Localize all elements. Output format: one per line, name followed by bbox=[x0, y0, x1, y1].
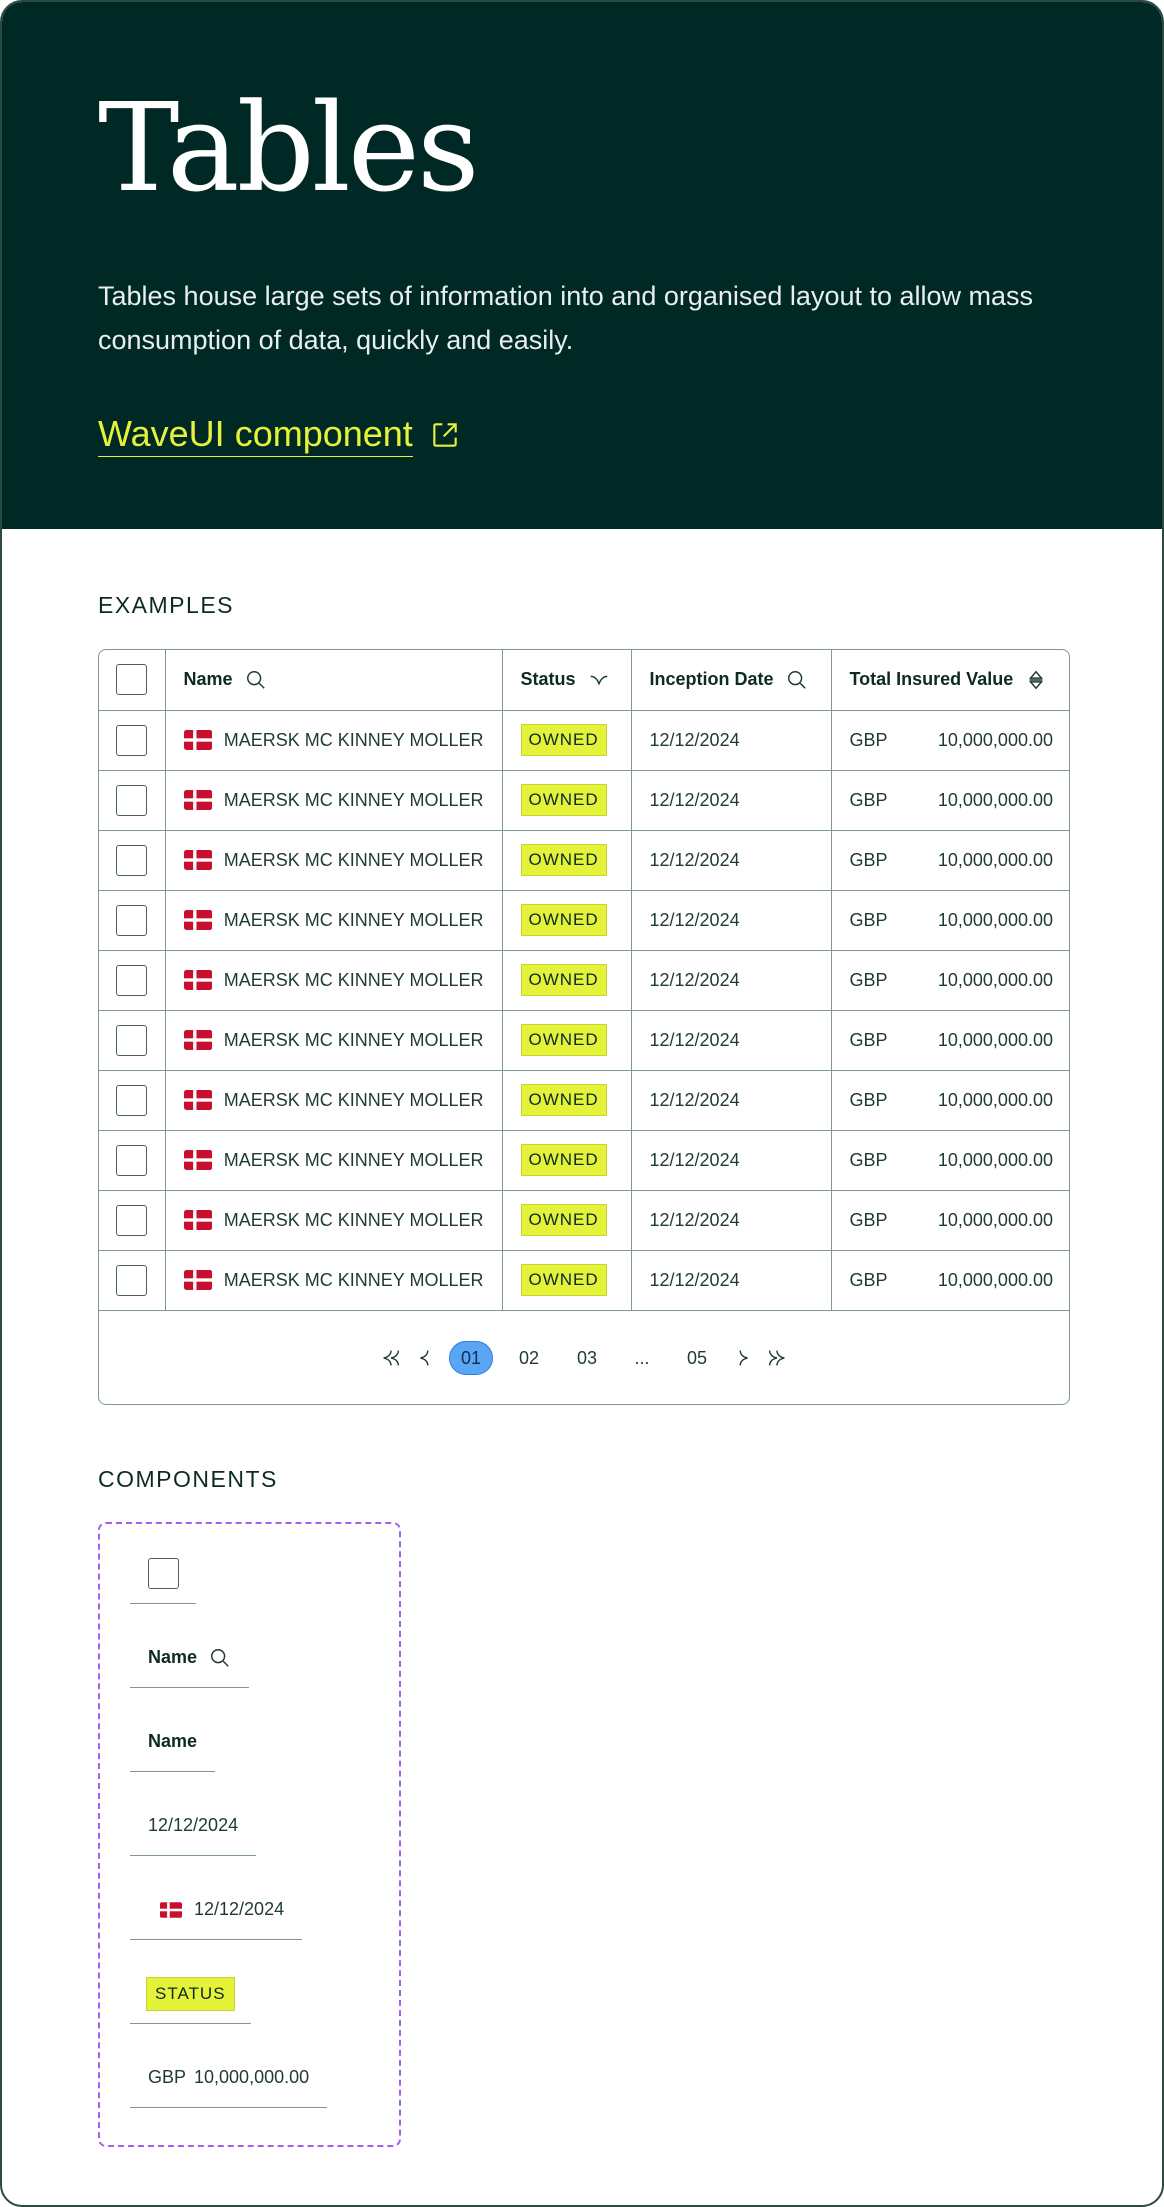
table-row[interactable] bbox=[99, 1010, 1070, 1070]
previous-page-button[interactable] bbox=[408, 1341, 442, 1375]
row-select-cell bbox=[99, 1250, 165, 1310]
inception-date-cell bbox=[631, 770, 831, 830]
column-header-name-label: Name bbox=[183, 669, 233, 690]
table-row[interactable] bbox=[99, 1130, 1070, 1190]
row-checkbox[interactable] bbox=[116, 785, 147, 816]
vessel-name: MAERSK MC KINNEY MOLLER bbox=[223, 1209, 484, 1230]
row-select-cell bbox=[99, 710, 165, 770]
select-all-cell bbox=[99, 650, 165, 710]
component-text-cell bbox=[130, 1796, 256, 1856]
column-header-inception-date[interactable] bbox=[631, 650, 831, 710]
inception-date-cell bbox=[631, 1130, 831, 1190]
chevron-left-icon bbox=[414, 1347, 436, 1369]
inception-date: 12/12/2024 bbox=[649, 849, 740, 870]
vessel-name: MAERSK MC KINNEY MOLLER bbox=[223, 1149, 484, 1170]
denmark-flag-icon bbox=[184, 1088, 212, 1112]
component-header-label: Name bbox=[148, 1731, 198, 1751]
currency: GBP bbox=[849, 729, 888, 750]
external-link-icon bbox=[429, 419, 461, 451]
inception-date: 12/12/2024 bbox=[649, 969, 740, 990]
chevron-right-icon bbox=[732, 1347, 754, 1369]
status-badge: OWNED bbox=[521, 1144, 607, 1176]
status-cell bbox=[502, 1010, 631, 1070]
inception-date: 12/12/2024 bbox=[649, 909, 740, 930]
component-checkbox[interactable] bbox=[148, 1558, 179, 1589]
page-description: Tables house large sets of information into and organised layout to allow mass consumption of data, quickly and easily. bbox=[98, 281, 1034, 355]
table-row[interactable] bbox=[99, 1190, 1070, 1250]
search-icon[interactable] bbox=[209, 1647, 231, 1669]
name-cell bbox=[165, 770, 502, 830]
component-currency: GBP bbox=[148, 2067, 187, 2087]
table-row[interactable] bbox=[99, 1250, 1070, 1310]
status-badge: OWNED bbox=[521, 1084, 607, 1116]
component-header-search-label: Name bbox=[148, 1647, 198, 1667]
insured-value: 10,000,000.00 bbox=[937, 789, 1053, 810]
inception-date-cell bbox=[631, 1010, 831, 1070]
vessel-name: MAERSK MC KINNEY MOLLER bbox=[223, 909, 484, 930]
component-date-text: 12/12/2024 bbox=[148, 1815, 239, 1835]
inception-date-cell bbox=[631, 1250, 831, 1310]
inception-date: 12/12/2024 bbox=[649, 1269, 740, 1290]
inception-date-cell bbox=[631, 830, 831, 890]
row-checkbox[interactable] bbox=[116, 1145, 147, 1176]
row-select-cell bbox=[99, 770, 165, 830]
currency: GBP bbox=[849, 849, 888, 870]
table-row[interactable] bbox=[99, 1070, 1070, 1130]
pagination-ellipsis: ... bbox=[634, 1347, 650, 1368]
denmark-flag-icon bbox=[184, 848, 212, 872]
hero-banner bbox=[2, 2, 1162, 529]
name-cell bbox=[165, 1130, 502, 1190]
currency: GBP bbox=[849, 969, 888, 990]
status-cell bbox=[502, 1130, 631, 1190]
inception-date: 12/12/2024 bbox=[649, 1209, 740, 1230]
insured-value: 10,000,000.00 bbox=[937, 1269, 1053, 1290]
table-row[interactable] bbox=[99, 830, 1070, 890]
components-heading: COMPONENTS bbox=[98, 1466, 278, 1492]
name-cell bbox=[165, 1190, 502, 1250]
total-insured-value-cell bbox=[831, 1190, 1070, 1250]
data-table bbox=[98, 649, 1070, 1405]
total-insured-value-cell bbox=[831, 1010, 1070, 1070]
row-select-cell bbox=[99, 1010, 165, 1070]
sort-icon[interactable] bbox=[1025, 669, 1047, 691]
row-select-cell bbox=[99, 950, 165, 1010]
inception-date-cell bbox=[631, 710, 831, 770]
insured-value: 10,000,000.00 bbox=[937, 1209, 1053, 1230]
row-checkbox[interactable] bbox=[116, 905, 147, 936]
status-cell bbox=[502, 770, 631, 830]
status-cell bbox=[502, 830, 631, 890]
component-flag-date-text: 12/12/2024 bbox=[194, 1899, 285, 1919]
inception-date-cell bbox=[631, 890, 831, 950]
page-button-05[interactable]: 05 bbox=[686, 1347, 708, 1368]
status-badge: OWNED bbox=[521, 844, 607, 876]
vessel-name: MAERSK MC KINNEY MOLLER bbox=[223, 1029, 484, 1050]
inception-date: 12/12/2024 bbox=[649, 1029, 740, 1050]
denmark-flag-icon bbox=[184, 1208, 212, 1232]
last-page-button[interactable] bbox=[760, 1341, 794, 1375]
inception-date-cell bbox=[631, 1190, 831, 1250]
first-page-button[interactable] bbox=[374, 1341, 408, 1375]
row-checkbox[interactable] bbox=[116, 845, 147, 876]
vessel-name: MAERSK MC KINNEY MOLLER bbox=[223, 789, 484, 810]
total-insured-value-cell bbox=[831, 1070, 1070, 1130]
table-row[interactable] bbox=[99, 710, 1070, 770]
status-cell bbox=[502, 710, 631, 770]
denmark-flag-icon bbox=[160, 1899, 182, 1921]
total-insured-value-cell bbox=[831, 950, 1070, 1010]
row-checkbox[interactable] bbox=[116, 725, 147, 756]
row-select-cell bbox=[99, 1070, 165, 1130]
row-select-cell bbox=[99, 1130, 165, 1190]
column-header-name[interactable] bbox=[165, 650, 502, 710]
row-select-cell bbox=[99, 830, 165, 890]
total-insured-value-cell bbox=[831, 1250, 1070, 1310]
name-cell bbox=[165, 890, 502, 950]
denmark-flag-icon bbox=[184, 1028, 212, 1052]
status-cell bbox=[502, 1190, 631, 1250]
double-chevron-left-icon bbox=[380, 1347, 402, 1369]
double-chevron-right-icon bbox=[766, 1347, 788, 1369]
component-value: 10,000,000.00 bbox=[194, 2067, 310, 2087]
insured-value: 10,000,000.00 bbox=[937, 729, 1053, 750]
table-row[interactable] bbox=[99, 890, 1070, 950]
vessel-name: MAERSK MC KINNEY MOLLER bbox=[223, 849, 484, 870]
name-cell bbox=[165, 950, 502, 1010]
page-button-01[interactable]: 01 bbox=[449, 1341, 493, 1375]
page-title: Tables bbox=[98, 77, 477, 219]
status-cell bbox=[502, 890, 631, 950]
row-checkbox[interactable] bbox=[116, 965, 147, 996]
row-checkbox[interactable] bbox=[116, 1085, 147, 1116]
component-header-with-search[interactable] bbox=[130, 1628, 249, 1688]
pagination bbox=[99, 1312, 1069, 1404]
status-badge: OWNED bbox=[521, 724, 607, 756]
table-row[interactable] bbox=[99, 770, 1070, 830]
denmark-flag-icon bbox=[184, 908, 212, 932]
status-badge: OWNED bbox=[521, 1024, 607, 1056]
row-checkbox[interactable] bbox=[116, 1265, 147, 1296]
inception-date: 12/12/2024 bbox=[649, 729, 740, 750]
total-insured-value-cell bbox=[831, 890, 1070, 950]
column-header-status[interactable] bbox=[502, 650, 631, 710]
status-badge: STATUS bbox=[146, 1977, 235, 2011]
name-cell bbox=[165, 1070, 502, 1130]
inception-date: 12/12/2024 bbox=[649, 1149, 740, 1170]
insured-value: 10,000,000.00 bbox=[937, 849, 1053, 870]
insured-value: 10,000,000.00 bbox=[937, 1089, 1053, 1110]
currency: GBP bbox=[849, 1089, 888, 1110]
name-cell bbox=[165, 710, 502, 770]
component-flag-cell bbox=[130, 1880, 302, 1940]
currency: GBP bbox=[849, 789, 888, 810]
select-all-checkbox[interactable] bbox=[116, 664, 147, 695]
denmark-flag-icon bbox=[184, 1148, 212, 1172]
status-cell bbox=[502, 950, 631, 1010]
components-showcase bbox=[98, 1522, 401, 2147]
currency: GBP bbox=[849, 909, 888, 930]
status-badge: OWNED bbox=[521, 1204, 607, 1236]
currency: GBP bbox=[849, 1149, 888, 1170]
examples-heading: EXAMPLES bbox=[98, 592, 234, 618]
name-cell bbox=[165, 830, 502, 890]
page-button-02[interactable]: 02 bbox=[518, 1347, 540, 1368]
row-checkbox[interactable] bbox=[116, 1205, 147, 1236]
inception-date: 12/12/2024 bbox=[649, 1089, 740, 1110]
row-checkbox[interactable] bbox=[116, 1025, 147, 1056]
vessel-name: MAERSK MC KINNEY MOLLER bbox=[223, 1269, 484, 1290]
table-header-row bbox=[99, 650, 1070, 710]
denmark-flag-icon bbox=[184, 1268, 212, 1292]
table-row[interactable] bbox=[99, 950, 1070, 1010]
name-cell bbox=[165, 1250, 502, 1310]
waveui-component-link-label: WaveUI component bbox=[98, 412, 413, 457]
column-header-inception-date-label: Inception Date bbox=[649, 669, 774, 690]
name-cell bbox=[165, 1010, 502, 1070]
chevron-filter-icon[interactable] bbox=[588, 669, 610, 691]
row-select-cell bbox=[99, 890, 165, 950]
vessel-name: MAERSK MC KINNEY MOLLER bbox=[223, 729, 484, 750]
insured-value: 10,000,000.00 bbox=[937, 909, 1053, 930]
currency: GBP bbox=[849, 1209, 888, 1230]
status-badge: OWNED bbox=[521, 1264, 607, 1296]
row-select-cell bbox=[99, 1190, 165, 1250]
total-insured-value-cell bbox=[831, 710, 1070, 770]
search-icon[interactable] bbox=[245, 669, 267, 691]
inception-date: 12/12/2024 bbox=[649, 789, 740, 810]
denmark-flag-icon bbox=[184, 788, 212, 812]
status-cell bbox=[502, 1070, 631, 1130]
column-header-total-insured-value-label: Total Insured Value bbox=[849, 669, 1014, 690]
status-badge: OWNED bbox=[521, 904, 607, 936]
component-checkbox-cell bbox=[130, 1544, 196, 1604]
currency: GBP bbox=[849, 1269, 888, 1290]
component-header bbox=[130, 1712, 215, 1772]
component-status-cell bbox=[130, 1964, 251, 2024]
waveui-component-link[interactable] bbox=[98, 412, 461, 457]
insured-value: 10,000,000.00 bbox=[937, 1149, 1053, 1170]
insured-value: 10,000,000.00 bbox=[937, 969, 1053, 990]
status-badge: OWNED bbox=[521, 964, 607, 996]
denmark-flag-icon bbox=[184, 968, 212, 992]
vessel-name: MAERSK MC KINNEY MOLLER bbox=[223, 969, 484, 990]
column-header-status-label: Status bbox=[520, 669, 576, 690]
page-button-03[interactable]: 03 bbox=[576, 1347, 598, 1368]
column-header-total-insured-value[interactable] bbox=[831, 650, 1070, 710]
search-icon[interactable] bbox=[786, 669, 808, 691]
total-insured-value-cell bbox=[831, 830, 1070, 890]
denmark-flag-icon bbox=[184, 728, 212, 752]
inception-date-cell bbox=[631, 950, 831, 1010]
currency: GBP bbox=[849, 1029, 888, 1050]
status-badge: OWNED bbox=[521, 784, 607, 816]
total-insured-value-cell bbox=[831, 770, 1070, 830]
insured-value: 10,000,000.00 bbox=[937, 1029, 1053, 1050]
component-value-cell bbox=[130, 2048, 327, 2108]
status-cell bbox=[502, 1250, 631, 1310]
next-page-button[interactable] bbox=[726, 1341, 760, 1375]
inception-date-cell bbox=[631, 1070, 831, 1130]
total-insured-value-cell bbox=[831, 1130, 1070, 1190]
vessel-name: MAERSK MC KINNEY MOLLER bbox=[223, 1089, 484, 1110]
